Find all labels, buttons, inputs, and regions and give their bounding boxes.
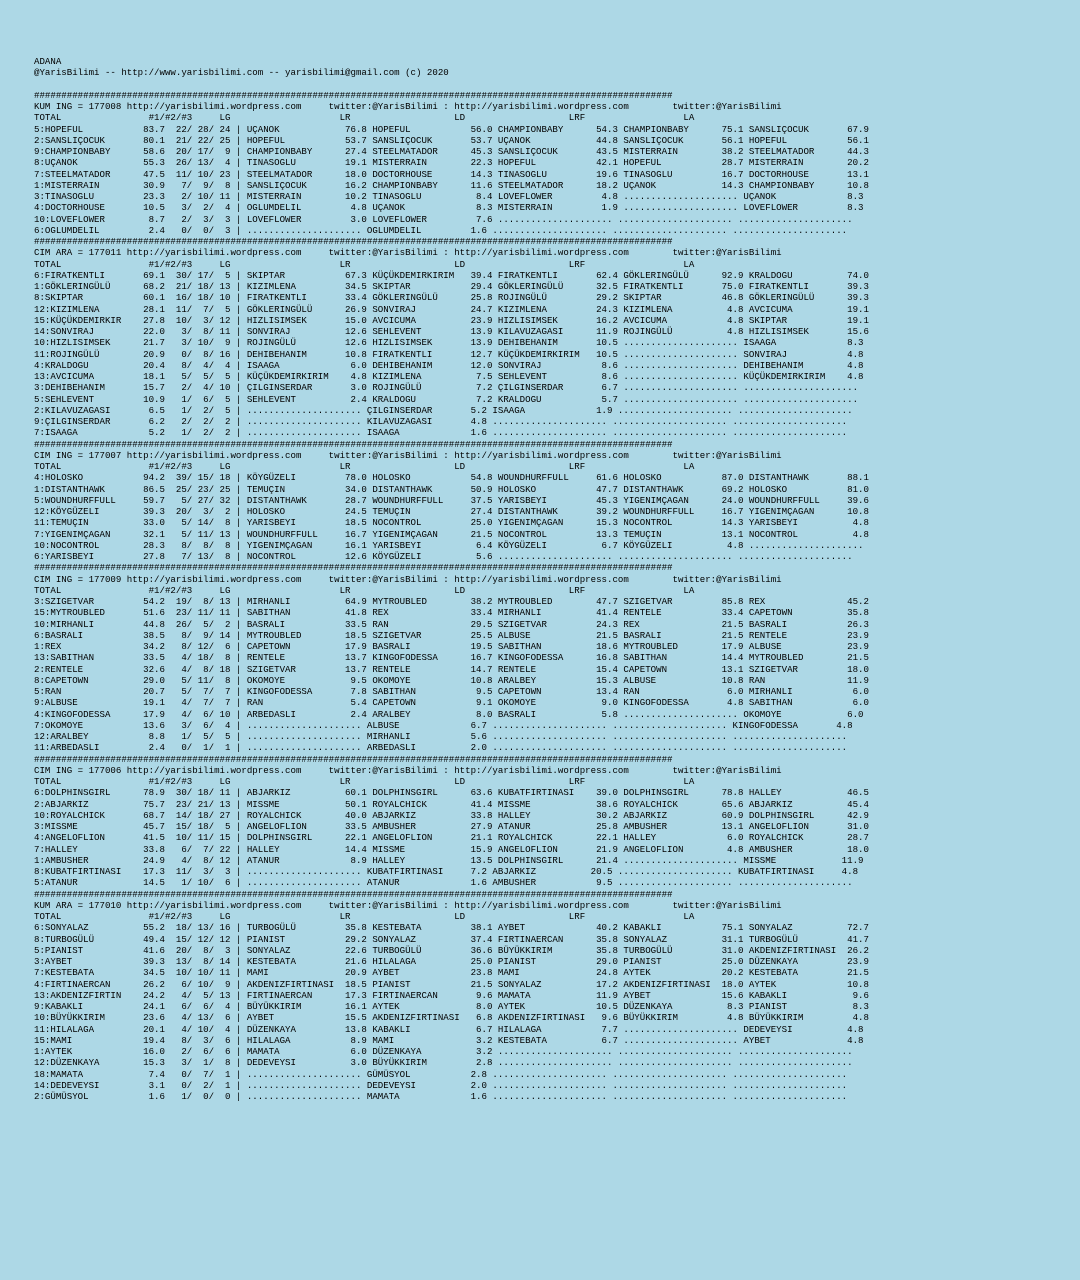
race-list: [34, 90, 1074, 1103]
race-block: [34, 439, 1074, 563]
table-row: 9:ÇILGINSERDAR 6.2 2/ 2/ 2 | ..................... KILAVUZAGASI 4.8 ..................... ..................... .....................: [34, 416, 848, 427]
race-title: CIM ARA = 177011 http://yarisbilimi.wordpress.com twitter:@YarisBilimi : http://yarisbilimi.wordpress.com twitter:@YarisBilimi: [34, 247, 782, 259]
table-row: 3:AYBET 39.3 13/ 8/ 14 | KESTEBATA 21.6 HILALAGA 25.0 PIANIST 29.0 PIANIST 25.0 DÜZENKAYA 23.9: [34, 956, 869, 967]
table-row: 5:HOPEFUL 83.7 22/ 28/ 24 | UÇANOK 76.8 HOPEFUL 56.0 CHAMPIONBABY 54.3 CHAMPIONBABY 75.1 SANSLIÇOCUK 67.9: [34, 123, 869, 135]
table-row: 3:SZIGETVAR 54.2 19/ 8/ 13 | MIRHANLI 64.9 MYTROUBLED 38.2 MYTROUBLED 47.7 SZIGETVAR 85.8 REX 45.2: [34, 596, 869, 607]
blank-line: [34, 79, 1074, 90]
table-row: 12:ARALBEY 8.8 1/ 5/ 5 | ..................... MIRHANLI 5.6 ..................... ..................... .....................: [34, 731, 848, 742]
table-row: 8:TURBOGÜLÜ 49.4 15/ 12/ 12 | PIANIST 29.2 SONYALAZ 37.4 FIRTINAERCAN 35.8 SONYALAZ 31.1 TURBOGÜLÜ 41.7: [34, 933, 869, 945]
table-row: 12:DÜZENKAYA 15.3 3/ 1/ 8 | DEDEVEYSI 3.0 BÜYÜKKIRIM 2.8 ..................... ..................... .....................: [34, 1057, 853, 1069]
table-row: 6:BASRALI 38.5 8/ 9/ 14 | MYTROUBLED 18.5 SZIGETVAR 25.5 ALBUSE 21.5 BASRALI 21.5 RENTELE 23.9: [34, 629, 869, 641]
table-row: 7:ISAAGA 5.2 1/ 2/ 2 | ..................... ISAAGA 1.6 ..................... ..................... .....................: [34, 427, 848, 439]
table-row: 1:DISTANTHAWK 86.5 25/ 23/ 25 | TEMUÇIN 34.0 DISTANTHAWK 50.9 HOLOSKO 47.7 DISTANTHAWK 69.2 HOLOSKO 81.0: [34, 483, 869, 495]
table-row: 2:ABJARKIZ 75.7 23/ 21/ 13 | MISSME 50.1 ROYALCHICK 41.4 MISSME 38.6 ROYALCHICK 65.6 ABJARKIZ 45.4: [34, 798, 869, 810]
table-row: 6:SONYALAZ 55.2 18/ 13/ 16 | TURBOGÜLÜ 35.8 KESTEBATA 38.1 AYBET 40.2 KABAKLI 75.1 SONYALAZ 72.7: [34, 922, 869, 934]
table-row: 11:HILALAGA 20.1 4/ 10/ 4 | DÜZENKAYA 13.8 KABAKLI 6.7 HILALAGA 7.7 ..................... DEDEVEYSI 4.8: [34, 1023, 864, 1035]
table-row: 9:CHAMPIONBABY 58.6 20/ 17/ 9 | CHAMPIONBABY 27.4 STEELMATADOR 45.3 SANSLIÇOCUK 43.5 MISTERRAIN 38.2 STEELMATADOR 44.3: [34, 146, 869, 157]
table-row: 6:DOLPHINSGIRL 78.9 30/ 18/ 11 | ABJARKIZ 60.1 DOLPHINSGIRL 63.6 KUBATFIRTINASI 39.0 DOLPHINSGIRL 78.8 HALLEY 46.5: [34, 787, 869, 799]
city-title: ADANA: [34, 56, 62, 67]
results-document: [34, 56, 1074, 1102]
table-row: 10:ROYALCHICK 68.7 14/ 18/ 27 | ROYALCHICK 40.0 ABJARKIZ 33.8 HALLEY 30.2 ABJARKIZ 60.9 DOLPHINSGIRL 42.9: [34, 809, 869, 821]
table-row: 5:SEHLEVENT 10.9 1/ 6/ 5 | SEHLEVENT 2.4 KRALDOGU 7.2 KRALDOGU 5.7 ..................... .....................: [34, 393, 859, 405]
separator-line: #####################################################################################################################: [34, 753, 673, 765]
table-row: 5:WOUNDHURFFULL 59.7 5/ 27/ 32 | DISTANTHAWK 28.7 WOUNDHURFFULL 37.5 YARISBEYI 45.3 YIGENIMÇAGAN 24.0 WOUNDHURFFULL 39.6: [34, 494, 869, 506]
table-row: 9:ALBUSE 19.1 4/ 7/ 7 | RAN 5.4 CAPETOWN 9.1 OKOMOYE 9.0 KINGOFODESSA 4.8 SABITHAN 6.0: [34, 697, 869, 709]
table-row: 4:HOLOSKO 94.2 39/ 15/ 18 | KÖYGÜZELI 78.0 HOLOSKO 54.8 WOUNDHURFFULL 61.6 HOLOSKO 87.0 DISTANTHAWK 88.1: [34, 472, 869, 484]
table-row: 1:REX 34.2 8/ 12/ 6 | CAPETOWN 17.9 BASRALI 19.5 SABITHAN 18.6 MYTROUBLED 17.9 ALBUSE 23.9: [34, 641, 869, 652]
table-row: 11:TEMUÇIN 33.0 5/ 14/ 8 | YARISBEYI 18.5 NOCONTROL 25.0 YIGENIMÇAGAN 15.3 NOCONTROL 14.3 YARISBEYI 4.8: [34, 517, 869, 529]
table-row: 8:SKIPTAR 60.1 16/ 18/ 10 | FIRATKENTLI 33.4 GÖKLERINGÜLÜ 25.8 ROJINGÜLÜ 29.2 SKIPTAR 46.8 GÖKLERINGÜLÜ 39.3: [34, 292, 869, 304]
column-headers: TOTAL #1/#2/#3 LG LR LD LRF LA: [34, 258, 695, 270]
race-block: [34, 236, 1074, 439]
table-row: 4:KRALDOGU 20.4 8/ 4/ 4 | ISAAGA 6.0 DEHIBEHANIM 12.0 SONVIRAJ 8.6 ..................... DEHIBEHANIM 4.8: [34, 359, 864, 371]
table-row: 5:ATANUR 14.5 1/ 10/ 6 | ..................... ATANUR 1.6 AMBUSHER 9.5 ..................... .....................: [34, 877, 853, 889]
table-row: 11:ARBEDASLI 2.4 0/ 1/ 1 | ..................... ARBEDASLI 2.0 ..................... ..................... .....................: [34, 742, 848, 754]
table-row: 3:MISSME 45.7 15/ 18/ 5 | ANGELOFLION 33.5 AMBUSHER 27.9 ATANUR 25.8 AMBUSHER 13.1 ANGELOFLION 31.0: [34, 821, 869, 832]
table-row: 2:SANSLIÇOCUK 80.1 21/ 22/ 25 | HOPEFUL 53.7 SANSLIÇOCUK 53.7 UÇANOK 44.8 SANSLIÇOCUK 56.1 HOPEFUL 56.1: [34, 134, 869, 146]
table-row: 3:TINASOGLU 23.3 2/ 10/ 11 | MISTERRAIN 10.2 TINASOGLU 8.4 LOVEFLOWER 4.8 ..................... UÇANOK 8.3: [34, 191, 864, 202]
table-row: 3:DEHIBEHANIM 15.7 2/ 4/ 10 | ÇILGINSERDAR 3.0 ROJINGÜLÜ 7.2 ÇILGINSERDAR 6.7 ..................... .....................: [34, 382, 859, 394]
separator-line: #####################################################################################################################: [34, 562, 673, 574]
table-row: 10:LOVEFLOWER 8.7 2/ 3/ 3 | LOVEFLOWER 3.0 LOVEFLOWER 7.6 ..................... ..................... .....................: [34, 213, 853, 225]
table-row: 5:RAN 20.7 5/ 7/ 7 | KINGOFODESSA 7.8 SABITHAN 9.5 CAPETOWN 13.4 RAN 6.0 MIRHANLI 6.0: [34, 686, 869, 697]
separator-line: #####################################################################################################################: [34, 888, 673, 900]
table-row: 1:GÖKLERINGÜLÜ 68.2 21/ 18/ 13 | KIZIMLENA 34.5 SKIPTAR 29.4 GÖKLERINGÜLÜ 32.5 FIRATKENTLI 75.0 FIRATKENTLI 39.3: [34, 281, 869, 292]
race-block: [34, 562, 1074, 753]
table-row: 13:AVCICUMA 18.1 5/ 5/ 5 | KÜÇÜKDEMIRKIRIM 4.8 KIZIMLENA 7.5 SEHLEVENT 8.6 ..................... KÜÇÜKDEMIRKIRIM 4.8: [34, 371, 864, 382]
table-row: 10:MIRHANLI 44.8 26/ 5/ 2 | BASRALI 33.5 RAN 29.5 SZIGETVAR 24.3 REX 21.5 BASRALI 26.3: [34, 618, 869, 630]
table-row: 2:RENTELE 32.6 4/ 8/ 18 | SZIGETVAR 13.7 RENTELE 14.7 RENTELE 15.4 CAPETOWN 13.1 SZIGETVAR 18.0: [34, 663, 869, 675]
separator-line: #####################################################################################################################: [34, 89, 673, 101]
table-row: 4:FIRTINAERCAN 26.2 6/ 10/ 9 | AKDENIZFIRTINASI 18.5 PIANIST 21.5 SONYALAZ 17.2 AKDENIZFIRTINASI 18.0 AYTEK 10.8: [34, 978, 869, 990]
table-row: 4:DOCTORHOUSE 10.5 3/ 2/ 4 | OGLUMDELIL 4.8 UÇANOK 8.3 MISTERRAIN 1.9 ..................... LOVEFLOWER 8.3: [34, 202, 864, 214]
race-title: CIM ING = 177006 http://yarisbilimi.wordpress.com twitter:@YarisBilimi : http://yarisbilimi.wordpress.com twitter:@YarisBilimi: [34, 764, 782, 776]
table-row: 15:MAMI 19.4 8/ 3/ 6 | HILALAGA 8.9 MAMI 3.2 KESTEBATA 6.7 ..................... AYBET 4.8: [34, 1034, 864, 1046]
table-row: 7:STEELMATADOR 47.5 11/ 10/ 23 | STEELMATADOR 18.0 DOCTORHOUSE 14.3 TINASOGLU 19.6 TINASOGLU 16.7 DOCTORHOUSE 13.1: [34, 168, 869, 180]
race-title: CIM ING = 177007 http://yarisbilimi.wordpress.com twitter:@YarisBilimi : http://yarisbilimi.wordpress.com twitter:@YarisBilimi: [34, 449, 782, 461]
table-row: 18:MAMATA 7.4 0/ 7/ 1 | ..................... GÜMÜSYOL 2.8 ..................... ..................... .....................: [34, 1068, 848, 1080]
table-row: 15:KÜÇÜKDEMIRKIR 27.8 10/ 3/ 12 | HIZLISIMSEK 15.0 AVCICUMA 23.9 HIZLISIMSEK 16.2 AVCICUMA 4.8 SKIPTAR 19.1: [34, 314, 869, 326]
table-row: 13:AKDENIZFIRTIN 24.2 4/ 5/ 13 | FIRTINAERCAN 17.3 FIRTINAERCAN 9.6 MAMATA 11.9 AYBET 15.6 KABAKLI 9.6: [34, 989, 869, 1001]
race-title: KUM ARA = 177010 http://yarisbilimi.wordpress.com twitter:@YarisBilimi : http://yarisbilimi.wordpress.com twitter:@YarisBilimi: [34, 899, 782, 911]
table-row: 2:GÜMÜSYOL 1.6 1/ 0/ 0 | ..................... MAMATA 1.6 ..................... ..................... .....................: [34, 1091, 848, 1102]
table-row: 4:KINGOFODESSA 17.9 4/ 6/ 10 | ARBEDASLI 2.4 ARALBEY 8.0 BASRALI 5.8 ..................... OKOMOYE 6.0: [34, 708, 864, 720]
site-credit-line: @YarisBilimi -- http://www.yarisbilimi.com -- yarisbilimi@gmail.com (c) 2020: [34, 67, 449, 79]
table-row: 15:MYTROUBLED 51.6 23/ 11/ 11 | SABITHAN 41.8 REX 33.4 MIRHANLI 41.4 RENTELE 33.4 CAPETOWN 35.8: [34, 607, 869, 619]
column-headers: TOTAL #1/#2/#3 LG LR LD LRF LA: [34, 911, 695, 922]
race-block: [34, 754, 1074, 889]
race-title: KUM ING = 177008 http://yarisbilimi.wordpress.com twitter:@YarisBilimi : http://yarisbilimi.wordpress.com twitter:@YarisBilimi: [34, 101, 782, 112]
race-block: [34, 889, 1074, 1103]
separator-line: #####################################################################################################################: [34, 236, 673, 247]
column-headers: TOTAL #1/#2/#3 LG LR LD LRF LA: [34, 112, 695, 124]
table-row: 5:PIANIST 41.6 20/ 8/ 3 | SONYALAZ 22.6 TURBOGÜLÜ 36.6 BÜYÜKKIRIM 35.8 TURBOGÜLÜ 31.0 AKDENIZFIRTINASI 26.2: [34, 944, 869, 956]
table-row: 2:KILAVUZAGASI 6.5 1/ 2/ 5 | ..................... ÇILGINSERDAR 5.2 ISAAGA 1.9 ..................... .....................: [34, 404, 853, 416]
table-row: 13:SABITHAN 33.5 4/ 18/ 8 | RENTELE 13.7 KINGOFODESSA 16.7 KINGOFODESSA 16.8 SABITHAN 14.4 MYTROUBLED 21.5: [34, 652, 869, 664]
table-row: 11:ROJINGÜLÜ 20.9 0/ 8/ 16 | DEHIBEHANIM 10.8 FIRATKENTLI 12.7 KÜÇÜKDEMIRKIRIM 10.5 ..................... SONVIRAJ 4.8: [34, 348, 864, 360]
table-row: 1:AMBUSHER 24.9 4/ 8/ 12 | ATANUR 8.9 HALLEY 13.5 DOLPHINSGIRL 21.4 ..................... MISSME 11.9: [34, 854, 864, 866]
table-row: 12:KIZIMLENA 28.1 11/ 7/ 5 | GÖKLERINGÜLÜ 26.9 SONVIRAJ 24.7 KIZIMLENA 24.3 KIZIMLENA 4.8 AVCICUMA 19.1: [34, 303, 869, 315]
separator-line: #####################################################################################################################: [34, 438, 673, 450]
column-headers: TOTAL #1/#2/#3 LG LR LD LRF LA: [34, 776, 695, 787]
column-headers: TOTAL #1/#2/#3 LG LR LD LRF LA: [34, 584, 695, 596]
column-headers: TOTAL #1/#2/#3 LG LR LD LRF LA: [34, 461, 695, 472]
table-row: 7:OKOMOYE 13.6 3/ 6/ 4 | ..................... ALBUSE 6.7 ..................... ..................... KINGOFODESSA 4.8: [34, 719, 853, 731]
table-row: 6:OGLUMDELIL 2.4 0/ 0/ 3 | ..................... OGLUMDELIL 1.6 ..................... ..................... .....................: [34, 224, 848, 236]
table-row: 1:AYTEK 16.0 2/ 6/ 6 | MAMATA 6.0 DÜZENKAYA 3.2 ..................... ..................... .....................: [34, 1046, 853, 1057]
table-row: 10:HIZLISIMSEK 21.7 3/ 10/ 9 | ROJINGÜLÜ 12.6 HIZLISIMSEK 13.9 DEHIBEHANIM 10.5 ..................... ISAAGA 8.3: [34, 337, 864, 349]
race-title: CIM ING = 177009 http://yarisbilimi.wordpress.com twitter:@YarisBilimi : http://yarisbilimi.wordpress.com twitter:@YarisBilimi: [34, 573, 782, 585]
race-block: [34, 90, 1074, 236]
table-row: 7:YIGENIMÇAGAN 32.1 5/ 11/ 13 | WOUNDHURFFULL 16.7 YIGENIMÇAGAN 21.5 NOCONTROL 13.3 TEMUÇIN 13.1 NOCONTROL 4.8: [34, 528, 869, 540]
table-row: 7:KESTEBATA 34.5 10/ 10/ 11 | MAMI 20.9 AYBET 23.8 MAMI 24.8 AYTEK 20.2 KESTEBATA 21.5: [34, 967, 869, 979]
table-row: 9:KABAKLI 24.1 6/ 6/ 4 | BÜYÜKKIRIM 16.1 AYTEK 8.0 AYTEK 10.5 DÜZENKAYA 8.3 PIANIST 8.3: [34, 1001, 869, 1012]
table-row: 10:NOCONTROL 28.3 8/ 8/ 8 | YIGENIMÇAGAN 16.1 YARISBEYI 6.4 KÖYGÜZELI 6.7 KÖYGÜZELI 4.8 .....................: [34, 539, 864, 551]
table-row: 4:ANGELOFLION 41.5 10/ 11/ 15 | DOLPHINSGIRL 22.1 ANGELOFLION 21.1 ROYALCHICK 22.1 HALLEY 6.0 ROYALCHICK 28.7: [34, 832, 869, 844]
table-row: 12:KÖYGÜZELI 39.3 20/ 3/ 2 | HOLOSKO 24.5 TEMUÇIN 27.4 DISTANTHAWK 39.2 WOUNDHURFFULL 16.7 YIGENIMÇAGAN 10.8: [34, 506, 869, 517]
table-row: 10:BÜYÜKKIRIM 23.6 4/ 13/ 6 | AYBET 15.5 AKDENIZFIRTINASI 6.8 AKDENIZFIRTINASI 9.6 BÜYÜKKIRIM 4.8 BÜYÜKKIRIM 4.8: [34, 1012, 869, 1024]
table-row: 7:HALLEY 33.8 6/ 7/ 22 | HALLEY 14.4 MISSME 15.9 ANGELOFLION 21.9 ANGELOFLION 4.8 AMBUSHER 18.0: [34, 843, 869, 855]
table-row: 6:FIRATKENTLI 69.1 30/ 17/ 5 | SKIPTAR 67.3 KÜÇÜKDEMIRKIRIM 39.4 FIRATKENTLI 62.4 GÖKLERINGÜLÜ 92.9 KRALDOGU 74.0: [34, 269, 869, 281]
table-row: 8:KUBATFIRTINASI 17.3 11/ 3/ 3 | ..................... KUBATFIRTINASI 7.2 ABJARKIZ 20.5 ..................... KUBATFIRTINASI 4.8: [34, 866, 859, 877]
table-row: 8:UÇANOK 55.3 26/ 13/ 4 | TINASOGLU 19.1 MISTERRAIN 22.3 HOPEFUL 42.1 HOPEFUL 28.7 MISTERRAIN 20.2: [34, 157, 869, 169]
table-row: 1:MISTERRAIN 30.9 7/ 9/ 8 | SANSLIÇOCUK 16.2 CHAMPIONBABY 11.6 STEELMATADOR 18.2 UÇANOK 14.3 CHAMPIONBABY 10.8: [34, 179, 869, 191]
table-row: 14:SONVIRAJ 22.0 3/ 8/ 11 | SONVIRAJ 12.6 SEHLEVENT 13.9 KILAVUZAGASI 11.9 ROJINGÜLÜ 4.8 HIZLISIMSEK 15.6: [34, 326, 869, 337]
table-row: 6:YARISBEYI 27.8 7/ 13/ 8 | NOCONTROL 12.6 KÖYGÜZELI 5.6 ..................... ..................... .....................: [34, 551, 853, 562]
table-row: 8:CAPETOWN 29.0 5/ 11/ 8 | OKOMOYE 9.5 OKOMOYE 10.8 ARALBEY 15.3 ALBUSE 10.8 RAN 11.9: [34, 674, 869, 686]
table-row: 14:DEDEVEYSI 3.1 0/ 2/ 1 | ..................... DEDEVEYSI 2.0 ..................... ..................... .....................: [34, 1079, 848, 1091]
